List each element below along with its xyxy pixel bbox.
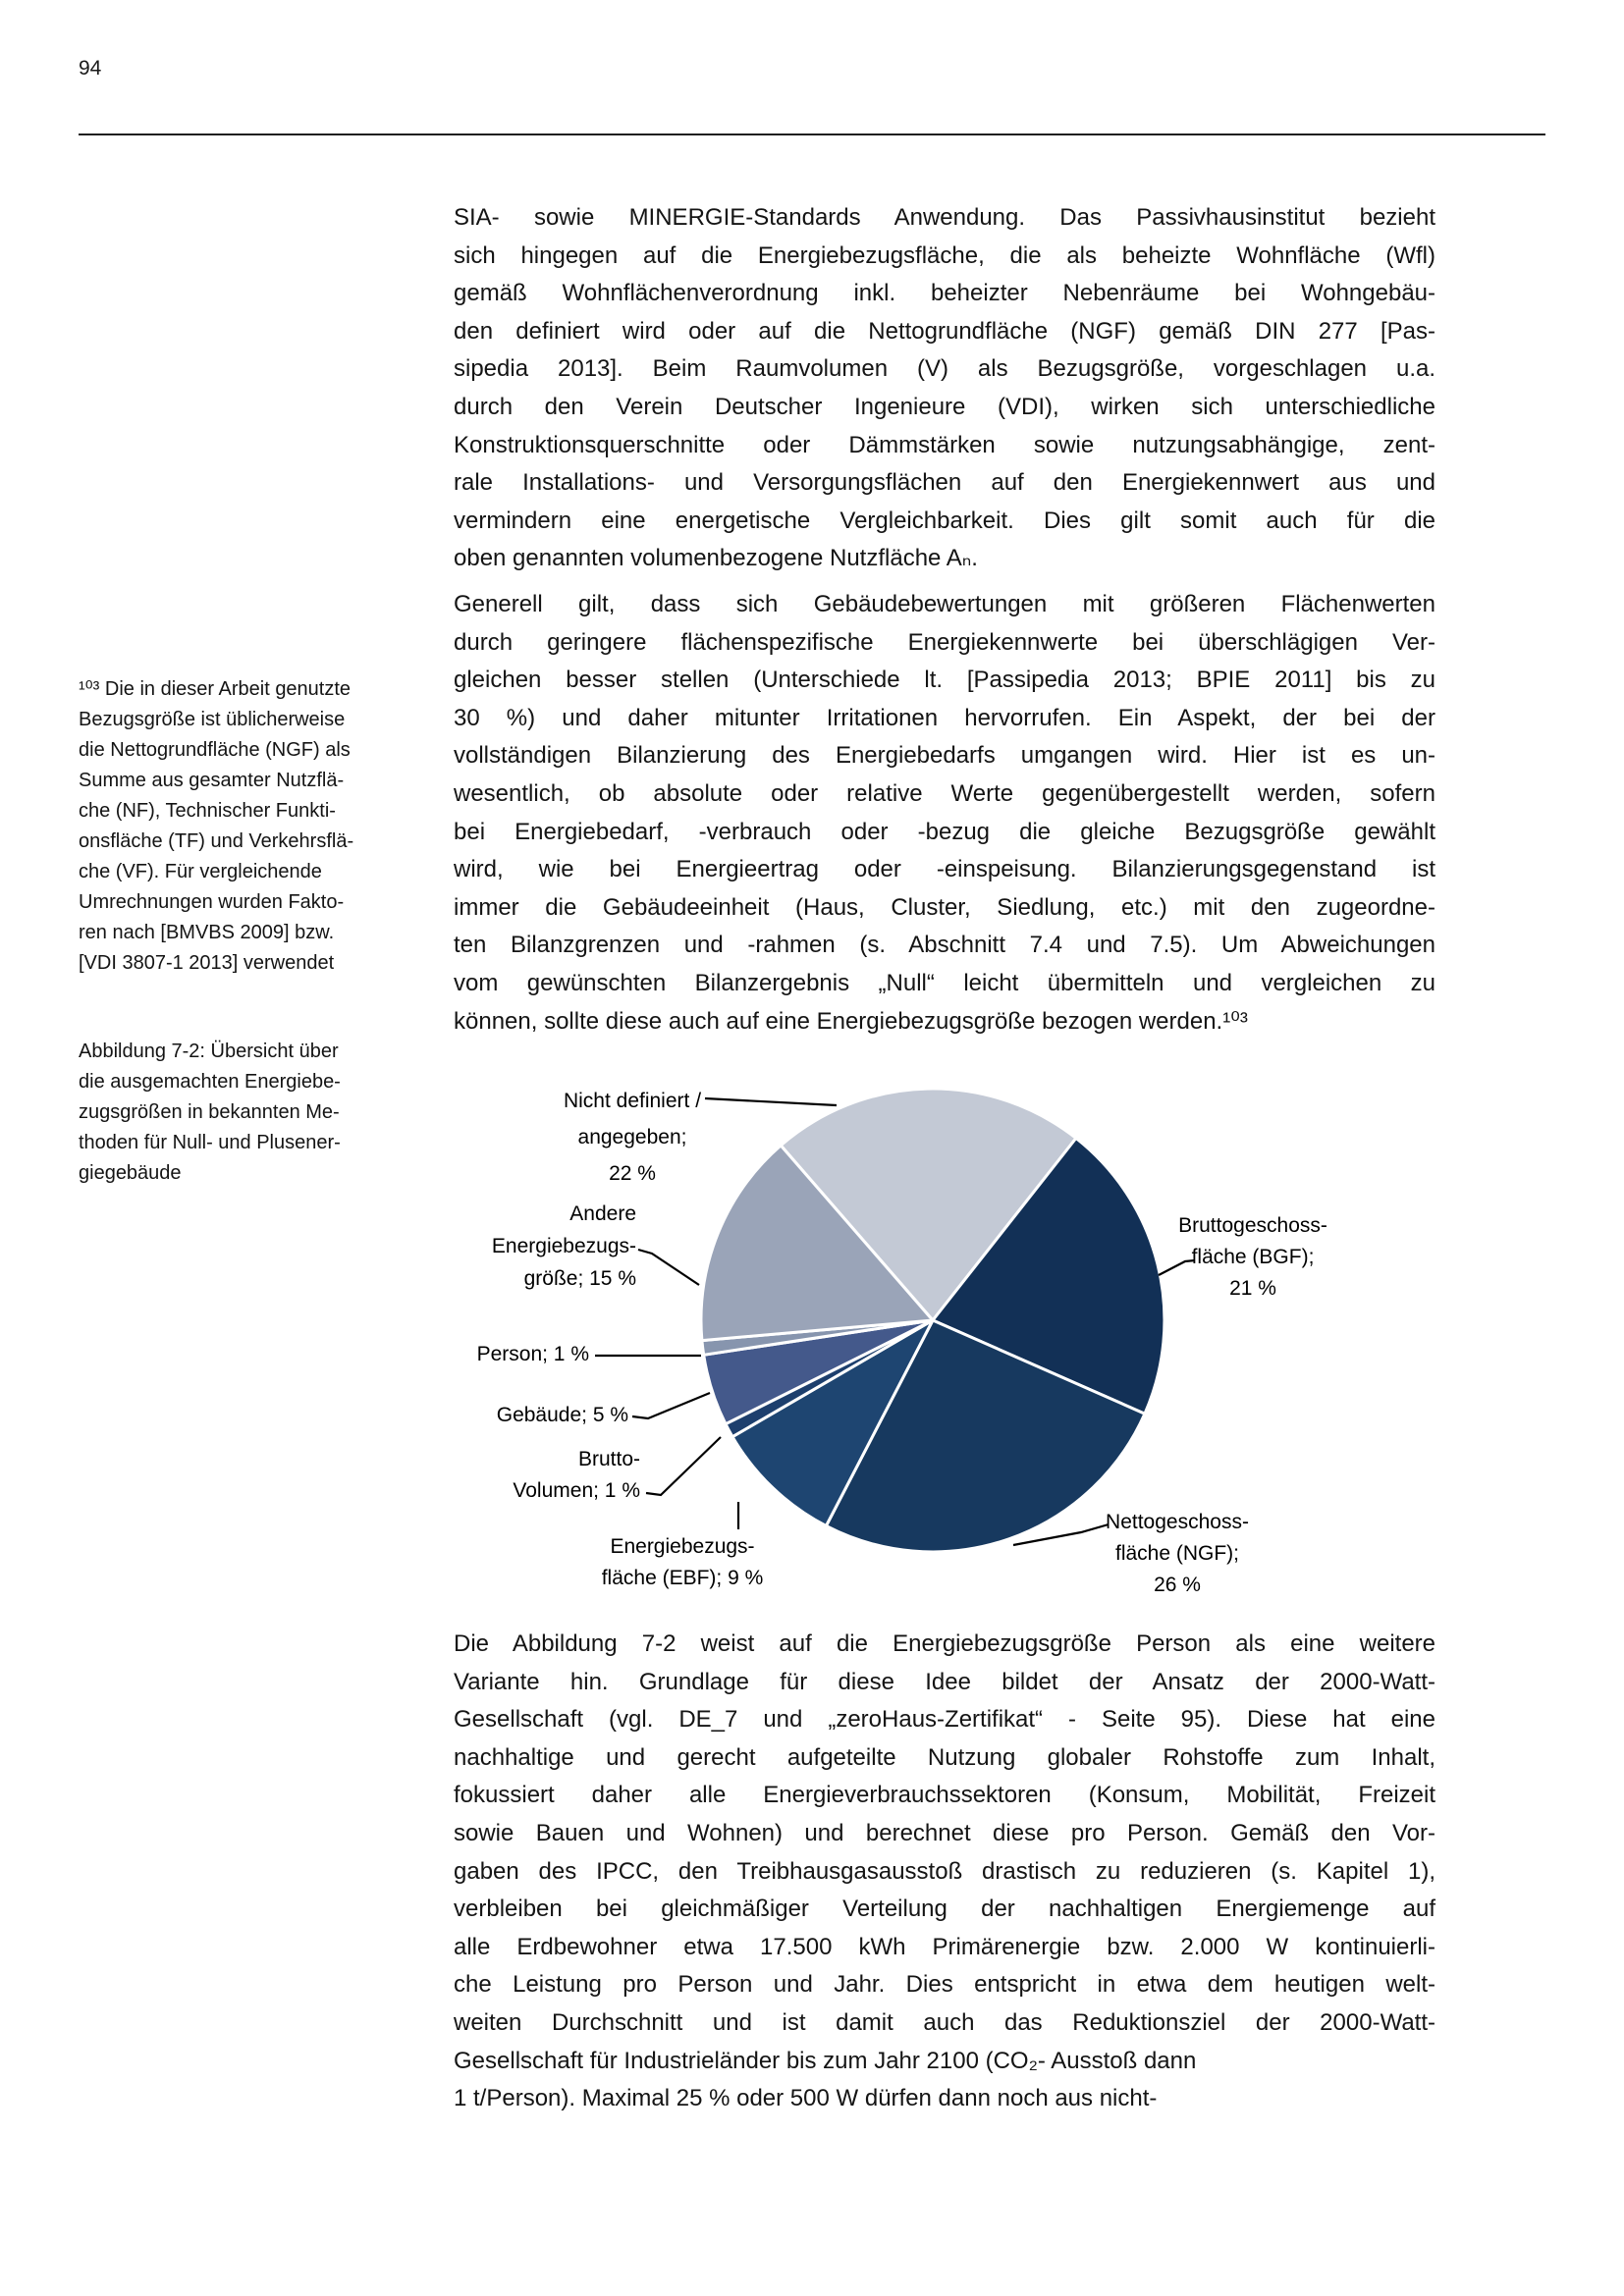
paragraph-1	[454, 199, 1435, 578]
text-line: Die Abbildung 7-2 weist auf die Energiebezugsgröße Person als eine weitere	[454, 1630, 1435, 1657]
slice-label-nicht-definiert: Nicht definiert / angegeben; 22 %	[563, 1090, 702, 1185]
text-line: gleichen besser stellen (Unterschiede lt. [Passipedia 2013; BPIE 2011] bis zu	[454, 667, 1435, 694]
text-line: SIA- sowie MINERGIE-Standards Anwendung. Das Passivhausinstitut bezieht	[454, 204, 1435, 231]
text-line: che Leistung pro Person und Jahr. Dies entspricht in etwa dem heutigen welt-	[454, 1971, 1435, 1999]
figure-caption	[79, 1037, 444, 1189]
leader-line-nicht-definiert	[705, 1098, 837, 1105]
text-line: Variante hin. Grundlage für diese Idee bildet der Ansatz der 2000-Watt-	[454, 1668, 1435, 1695]
text-line: che (NF), Technischer Funkti-	[79, 800, 336, 822]
pie-chart-svg	[452, 1065, 1443, 1615]
text-line: vollständigen Bilanzierung des Energiebedarfs umgangen wird. Hier ist es un-	[454, 742, 1435, 770]
text-line: Konstruktionsquerschnitte oder Dämmstärken sowie nutzungsabhängige, zent-	[454, 431, 1435, 458]
page-number: 94	[79, 57, 102, 80]
text-line: weiten Durchschnitt und ist damit auch das Reduktionsziel der 2000-Watt-	[454, 2008, 1435, 2036]
leader-line-bgf	[1159, 1260, 1195, 1275]
paragraph-2	[454, 586, 1435, 1041]
text-line: ren nach [BMVBS 2009] bzw.	[79, 922, 335, 943]
slice-label-ebf: Energiebezugs-fläche (EBF); 9 %	[601, 1535, 764, 1589]
text-line: immer die Gebäudeeinheit (Haus, Cluster, Siedlung, etc.) mit den zugeordne-	[454, 893, 1435, 921]
text-line: gemäß Wohnflächenverordnung inkl. beheizter Nebenräume bei Wohngebäu-	[454, 280, 1435, 307]
text-line: giegebäude	[79, 1162, 182, 1184]
text-line: nachhaltige und gerecht aufgeteilte Nutzung globaler Rohstoffe zum Inhalt,	[454, 1743, 1435, 1771]
slice-label-person: Person; 1 %	[476, 1343, 589, 1365]
text-line: fokussiert daher alle Energieverbrauchssektoren (Konsum, Mobilität, Freizeit	[454, 1782, 1435, 1809]
text-line: durch den Verein Deutscher Ingenieure (VDI), wirken sich unterschiedliche	[454, 393, 1435, 420]
header-rule	[79, 133, 1545, 135]
text-line: sowie Bauen und Wohnen) und berechnet diese pro Person. Gemäß den Vor-	[454, 1819, 1435, 1846]
leader-line-andere	[638, 1250, 699, 1285]
text-line: 1 t/Person). Maximal 25 % oder 500 W dürfen dann noch aus nicht-	[454, 2085, 1158, 2112]
text-line: die ausgemachten Energiebe-	[79, 1071, 341, 1093]
text-line: [VDI 3807-1 2013] verwendet	[79, 952, 335, 974]
slice-label-andere: Andere Energiebezugs-größe; 15 %	[491, 1202, 636, 1290]
text-line: thoden für Null- und Plusener-	[79, 1132, 341, 1153]
slice-label-bgf: Bruttogeschoss-fläche (BGF); 21 %	[1178, 1214, 1327, 1300]
text-line: ¹⁰³ Die in dieser Arbeit genutzte	[79, 678, 352, 700]
slice-label-brutto-volumen: Brutto-Volumen; 1 %	[513, 1448, 640, 1502]
text-line: onsfläche (TF) und Verkehrsflä-	[79, 830, 354, 852]
text-line: Generell gilt, dass sich Gebäudebewertungen mit größeren Flächenwerten	[454, 591, 1435, 617]
text-line: bei Energiebedarf, -verbrauch oder -bezug die gleiche Bezugsgröße gewählt	[454, 818, 1435, 845]
text-line: verbleiben bei gleichmäßiger Verteilung der nachhaltigen Energiemenge auf	[454, 1896, 1435, 1923]
leader-line-brutto-volumen	[646, 1437, 721, 1495]
text-line: Umrechnungen wurden Fakto-	[79, 891, 345, 913]
slice-label-ngf: Nettogeschoss-fläche (NGF); 26 %	[1106, 1511, 1249, 1596]
slice-label-gebaeude: Gebäude; 5 %	[496, 1404, 628, 1426]
text-line: Bezugsgröße ist üblicherweise	[79, 709, 346, 730]
text-line: oben genannten volumenbezogene Nutzfläche Aₙ.	[454, 545, 978, 572]
leader-line-gebaeude	[632, 1393, 710, 1418]
text-line: durch geringere flächenspezifische Energiekennwerte bei überschlägigen Ver-	[454, 628, 1435, 656]
text-line: sich hingegen auf die Energiebezugsfläche, die als beheizte Wohnfläche (Wfl)	[454, 241, 1435, 269]
text-line: ten Bilanzgrenzen und -rahmen (s. Abschnitt 7.4 und 7.5). Um Abweichungen	[454, 932, 1435, 959]
text-line: sipedia 2013]. Beim Raumvolumen (V) als Bezugsgröße, vorgeschlagen u.a.	[454, 355, 1435, 383]
text-line: alle Erdbewohner etwa 17.500 kWh Primärenergie bzw. 2.000 W kontinuierli-	[454, 1933, 1435, 1960]
text-line: zugsgrößen in bekannten Me-	[79, 1101, 340, 1123]
text-line: 30 %) und daher mitunter Irritationen hervorrufen. Ein Aspekt, der bei der	[454, 704, 1435, 731]
text-line: che (VF). Für vergleichende	[79, 861, 322, 882]
margin-footnote	[79, 674, 444, 979]
text-line: vermindern eine energetische Vergleichbarkeit. Dies gilt somit auch für die	[454, 507, 1435, 534]
text-line: Gesellschaft für Industrieländer bis zum Jahr 2100 (CO₂- Ausstoß dann	[454, 2047, 1197, 2074]
text-line: die Nettogrundfläche (NGF) als	[79, 739, 351, 761]
text-line: rale Installations- und Versorgungsflächen auf den Energiekennwert aus und	[454, 469, 1435, 497]
text-line: vom gewünschten Bilanzergebnis „Null“ leicht übermitteln und vergleichen zu	[454, 969, 1435, 996]
text-line: Abbildung 7-2: Übersicht über	[79, 1041, 339, 1062]
text-line: wird, wie bei Energieertrag oder -einspeisung. Bilanzierungsgegenstand ist	[454, 856, 1435, 883]
paragraph-3	[454, 1626, 1435, 2118]
text-line: gaben des IPCC, den Treibhausgasausstoß drastisch zu reduzieren (s. Kapitel 1),	[454, 1857, 1435, 1885]
text-line: Summe aus gesamter Nutzflä-	[79, 770, 345, 791]
text-line: den definiert wird oder auf die Nettogrundfläche (NGF) gemäß DIN 277 [Pas-	[454, 317, 1435, 345]
text-line: Gesellschaft (vgl. DE_7 und „zeroHaus-Zertifikat“ - Seite 95). Diese hat eine	[454, 1706, 1435, 1734]
text-line: wesentlich, ob absolute oder relative Werte gegenübergestellt werden, sofern	[454, 779, 1435, 807]
text-line: können, sollte diese auch auf eine Energiebezugsgröße bezogen werden.¹⁰³	[454, 1007, 1248, 1035]
